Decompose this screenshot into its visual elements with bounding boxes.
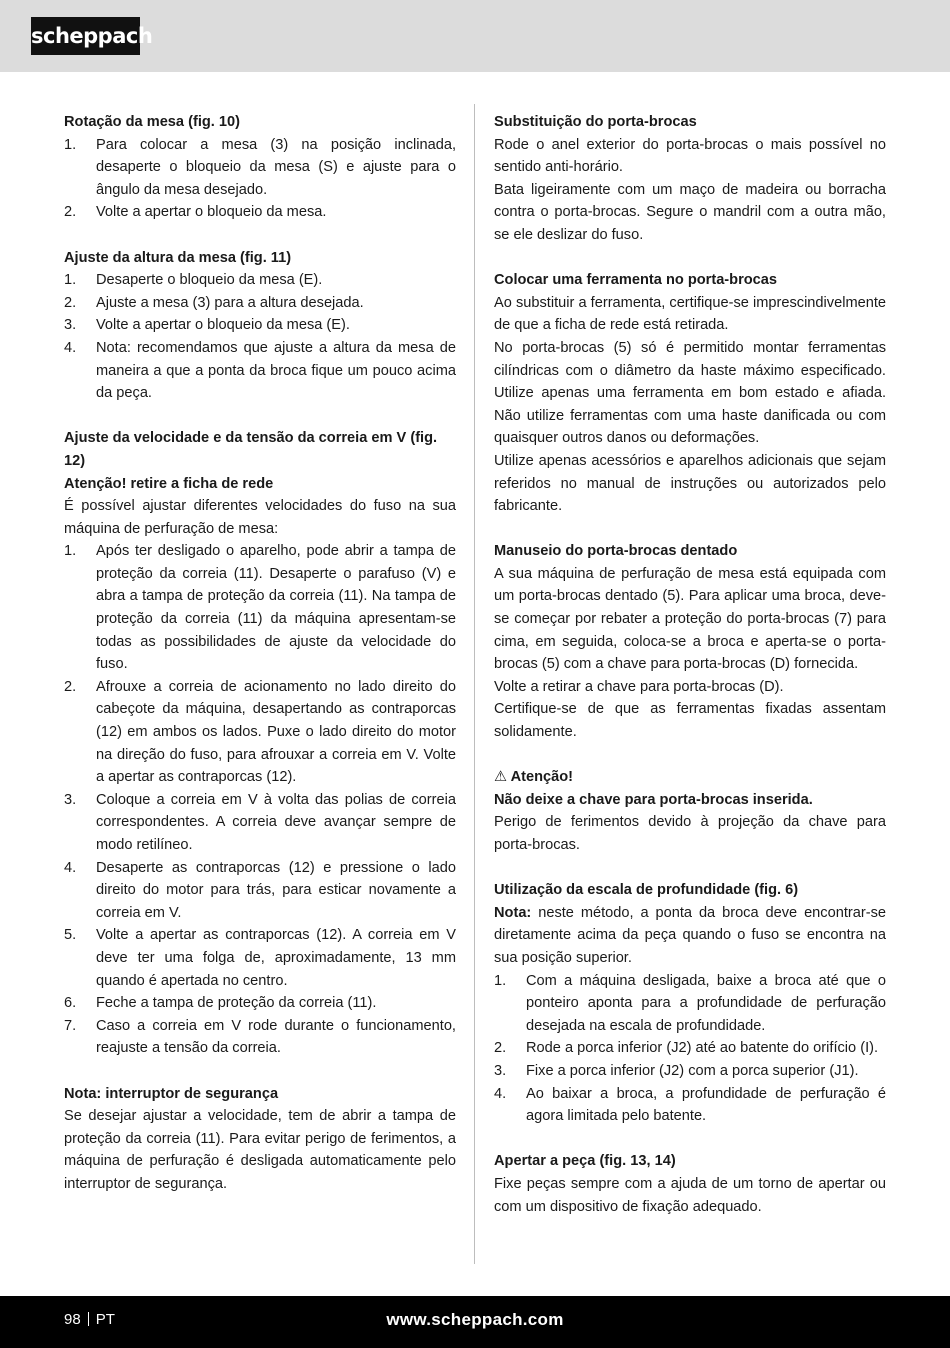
speed-intro: É possível ajustar diferentes velocidades do fuso na sua máquina de perfuração de mesa:	[64, 498, 456, 537]
header-band	[0, 0, 950, 72]
table-rotation-steps	[64, 134, 456, 224]
list-item: 5. Volte a apertar as contraporcas (12). A correia em V deve ter uma folga de, aproximadamente, 13 mm quando é apertada no centro.	[64, 927, 456, 989]
paragraph: Certifique-se de que as ferramentas fixadas assentam solidamente.	[494, 701, 886, 741]
section-title-clamp-workpiece: Apertar a peça (fig. 13, 14)	[494, 1153, 676, 1170]
list-item: 2. Volte a apertar o bloqueio da mesa.	[64, 204, 327, 221]
website-url: www.scheppach.com	[386, 1310, 564, 1329]
list-item: 3. Coloque a correia em V à volta das polias de correia correspondentes. A correia deve avançar sempre de modo retilíneo.	[64, 791, 456, 853]
list-item: 2. Afrouxe a correia de acionamento no lado direito do cabeçote da máquina, desapertando as contraporcas (12) em ambos os lados. Puxe o lado direito do motor na direção do fuso, para afrouxar a correia em V. Volte a apertar as contraporcas (12).	[64, 678, 456, 786]
language-code: PT	[95, 1311, 115, 1328]
depth-scale-steps	[494, 970, 886, 1128]
paragraph: No porta-brocas (5) só é permitido montar ferramentas cilíndricas com o diâmetro da haste máximo especificado. Utilize apenas uma ferramenta em bom estado e afiada. Não utilize ferramentas com uma haste danificada ou com quaisquer outros danos ou deformações.	[494, 339, 886, 447]
section-title-safety-switch: Nota: interruptor de segurança	[64, 1085, 279, 1102]
section-title-chuck-replacement: Substituição do porta-brocas	[494, 114, 697, 130]
footer-band	[0, 1296, 950, 1348]
list-item: 1. Após ter desligado o aparelho, pode abrir a tampa de proteção da correia (11). Desaperte o parafuso (V) e abra a tampa de proteção da correia (11). Na tampa de proteção da correia (11) da máquina apresentam-se todas as possibilidades de ajuste da velocidade do fuso.	[64, 543, 456, 673]
safety-switch-text: Se desejar ajustar a velocidade, tem de abrir a tampa de proteção da correia (11). Para evitar perigo de ferimentos, a máquina de perfuração é desligada automaticamente pelo interruptor de segurança.	[64, 1108, 456, 1192]
paragraph: Bata ligeiramente com um maço de madeira ou borracha contra o porta-brocas. Segure o mandril com a outra mão, se ele deslizar do fuso.	[494, 181, 886, 243]
section-title-table-rotation: Rotação da mesa (fig. 10)	[64, 114, 240, 130]
list-item: 1. Desaperte o bloqueio da mesa (E).	[64, 272, 323, 289]
paragraph: Ao substituir a ferramenta, certifique-se imprescindivelmente de que a ficha de rede está retirada.	[494, 294, 886, 334]
section-title-depth-scale: Utilização da escala de profundidade (fig. 6)	[494, 882, 799, 899]
section-title-table-height: Ajuste da altura da mesa (fig. 11)	[64, 249, 292, 266]
list-item: 6. Feche a tampa de proteção da correia (11).	[64, 995, 377, 1012]
list-item: 1. Para colocar a mesa (3) na posição inclinada, desaperte o bloqueio da mesa (S) e ajuste para o ângulo da mesa desejado.	[64, 136, 456, 198]
brand-logo: scheppach	[31, 17, 140, 55]
paragraph: Utilize apenas acessórios e aparelhos adicionais que sejam referidos no manual de instruções ou autorizados pelo fabricante.	[494, 452, 886, 515]
table-height-steps	[64, 269, 456, 405]
warning-text: Perigo de ferimentos devido à projeção da chave para porta-brocas.	[494, 814, 886, 853]
list-item: 4. Ao baixar a broca, a profundidade de perfuração é agora limitada pelo batente.	[494, 1085, 886, 1125]
list-item: 2. Rode a porca inferior (J2) até ao batente do orifício (I).	[494, 1040, 879, 1057]
clamp-workpiece-text: Fixe peças sempre com a ajuda de um torno de apertar ou com um dispositivo de fixação adequado.	[494, 1175, 886, 1215]
paragraph: Volte a retirar a chave para porta-brocas (D).	[494, 678, 784, 695]
page-number: 98	[64, 1311, 81, 1328]
list-item: 1. Com a máquina desligada, baixe a broca até que o ponteiro aponta para a profundidade de perfuração desejada na escala de profundidade.	[494, 972, 886, 1034]
warning-triangle-icon: ⚠	[494, 769, 508, 786]
paragraph: Rode o anel exterior do porta-brocas o mais possível no sentido anti-horário.	[494, 136, 886, 176]
depth-scale-note: Nota: neste método, a ponta da broca deve encontrar-se diretamente acima da peça quando o fuso se encontra na sua posição superior.	[494, 904, 886, 966]
warning-bold-line: Não deixe a chave para porta-brocas inserida.	[494, 791, 813, 808]
list-item: 7. Caso a correia em V rode durante o funcionamento, reajuste a tensão da correia.	[64, 1017, 456, 1057]
list-item: 3. Volte a apertar o bloqueio da mesa (E).	[64, 317, 350, 334]
list-item: 2. Ajuste a mesa (3) para a altura desejada.	[64, 294, 364, 311]
section-title-insert-tool: Colocar uma ferramenta no porta-brocas	[494, 272, 778, 289]
section-title-speed-belt: Ajuste da velocidade e da tensão da correia em V (fig. 12)	[64, 430, 438, 469]
left-column	[64, 111, 456, 1196]
list-item: 3. Fixe a porca inferior (J2) com a porca superior (J1).	[494, 1062, 859, 1079]
column-divider	[474, 104, 475, 1264]
list-item: 4. Desaperte as contraporcas (12) e pressione o lado direito do motor para trás, para esticar novamente a correia em V.	[64, 859, 456, 921]
mains-plug-warning: Atenção! retire a ficha de rede	[64, 475, 274, 492]
right-column	[494, 111, 886, 1218]
list-item: 4. Nota: recomendamos que ajuste a altura da mesa de maneira a que a ponta da broca fique um pouco acima da peça.	[64, 339, 456, 402]
warning-heading: ⚠ Atenção!	[494, 769, 574, 786]
speed-belt-steps	[64, 540, 456, 1060]
section-title-toothed-chuck: Manuseio do porta-brocas dentado	[494, 543, 738, 560]
paragraph: A sua máquina de perfuração de mesa está equipada com um porta-brocas dentado (5). Para aplicar uma broca, deve-se começar por rebater a proteção do porta-brocas (7) para cima, em seguida, coloca-se a broca e aperta-se o porta-brocas (5) com a chave para porta-brocas (D) fornecida.	[494, 565, 886, 673]
